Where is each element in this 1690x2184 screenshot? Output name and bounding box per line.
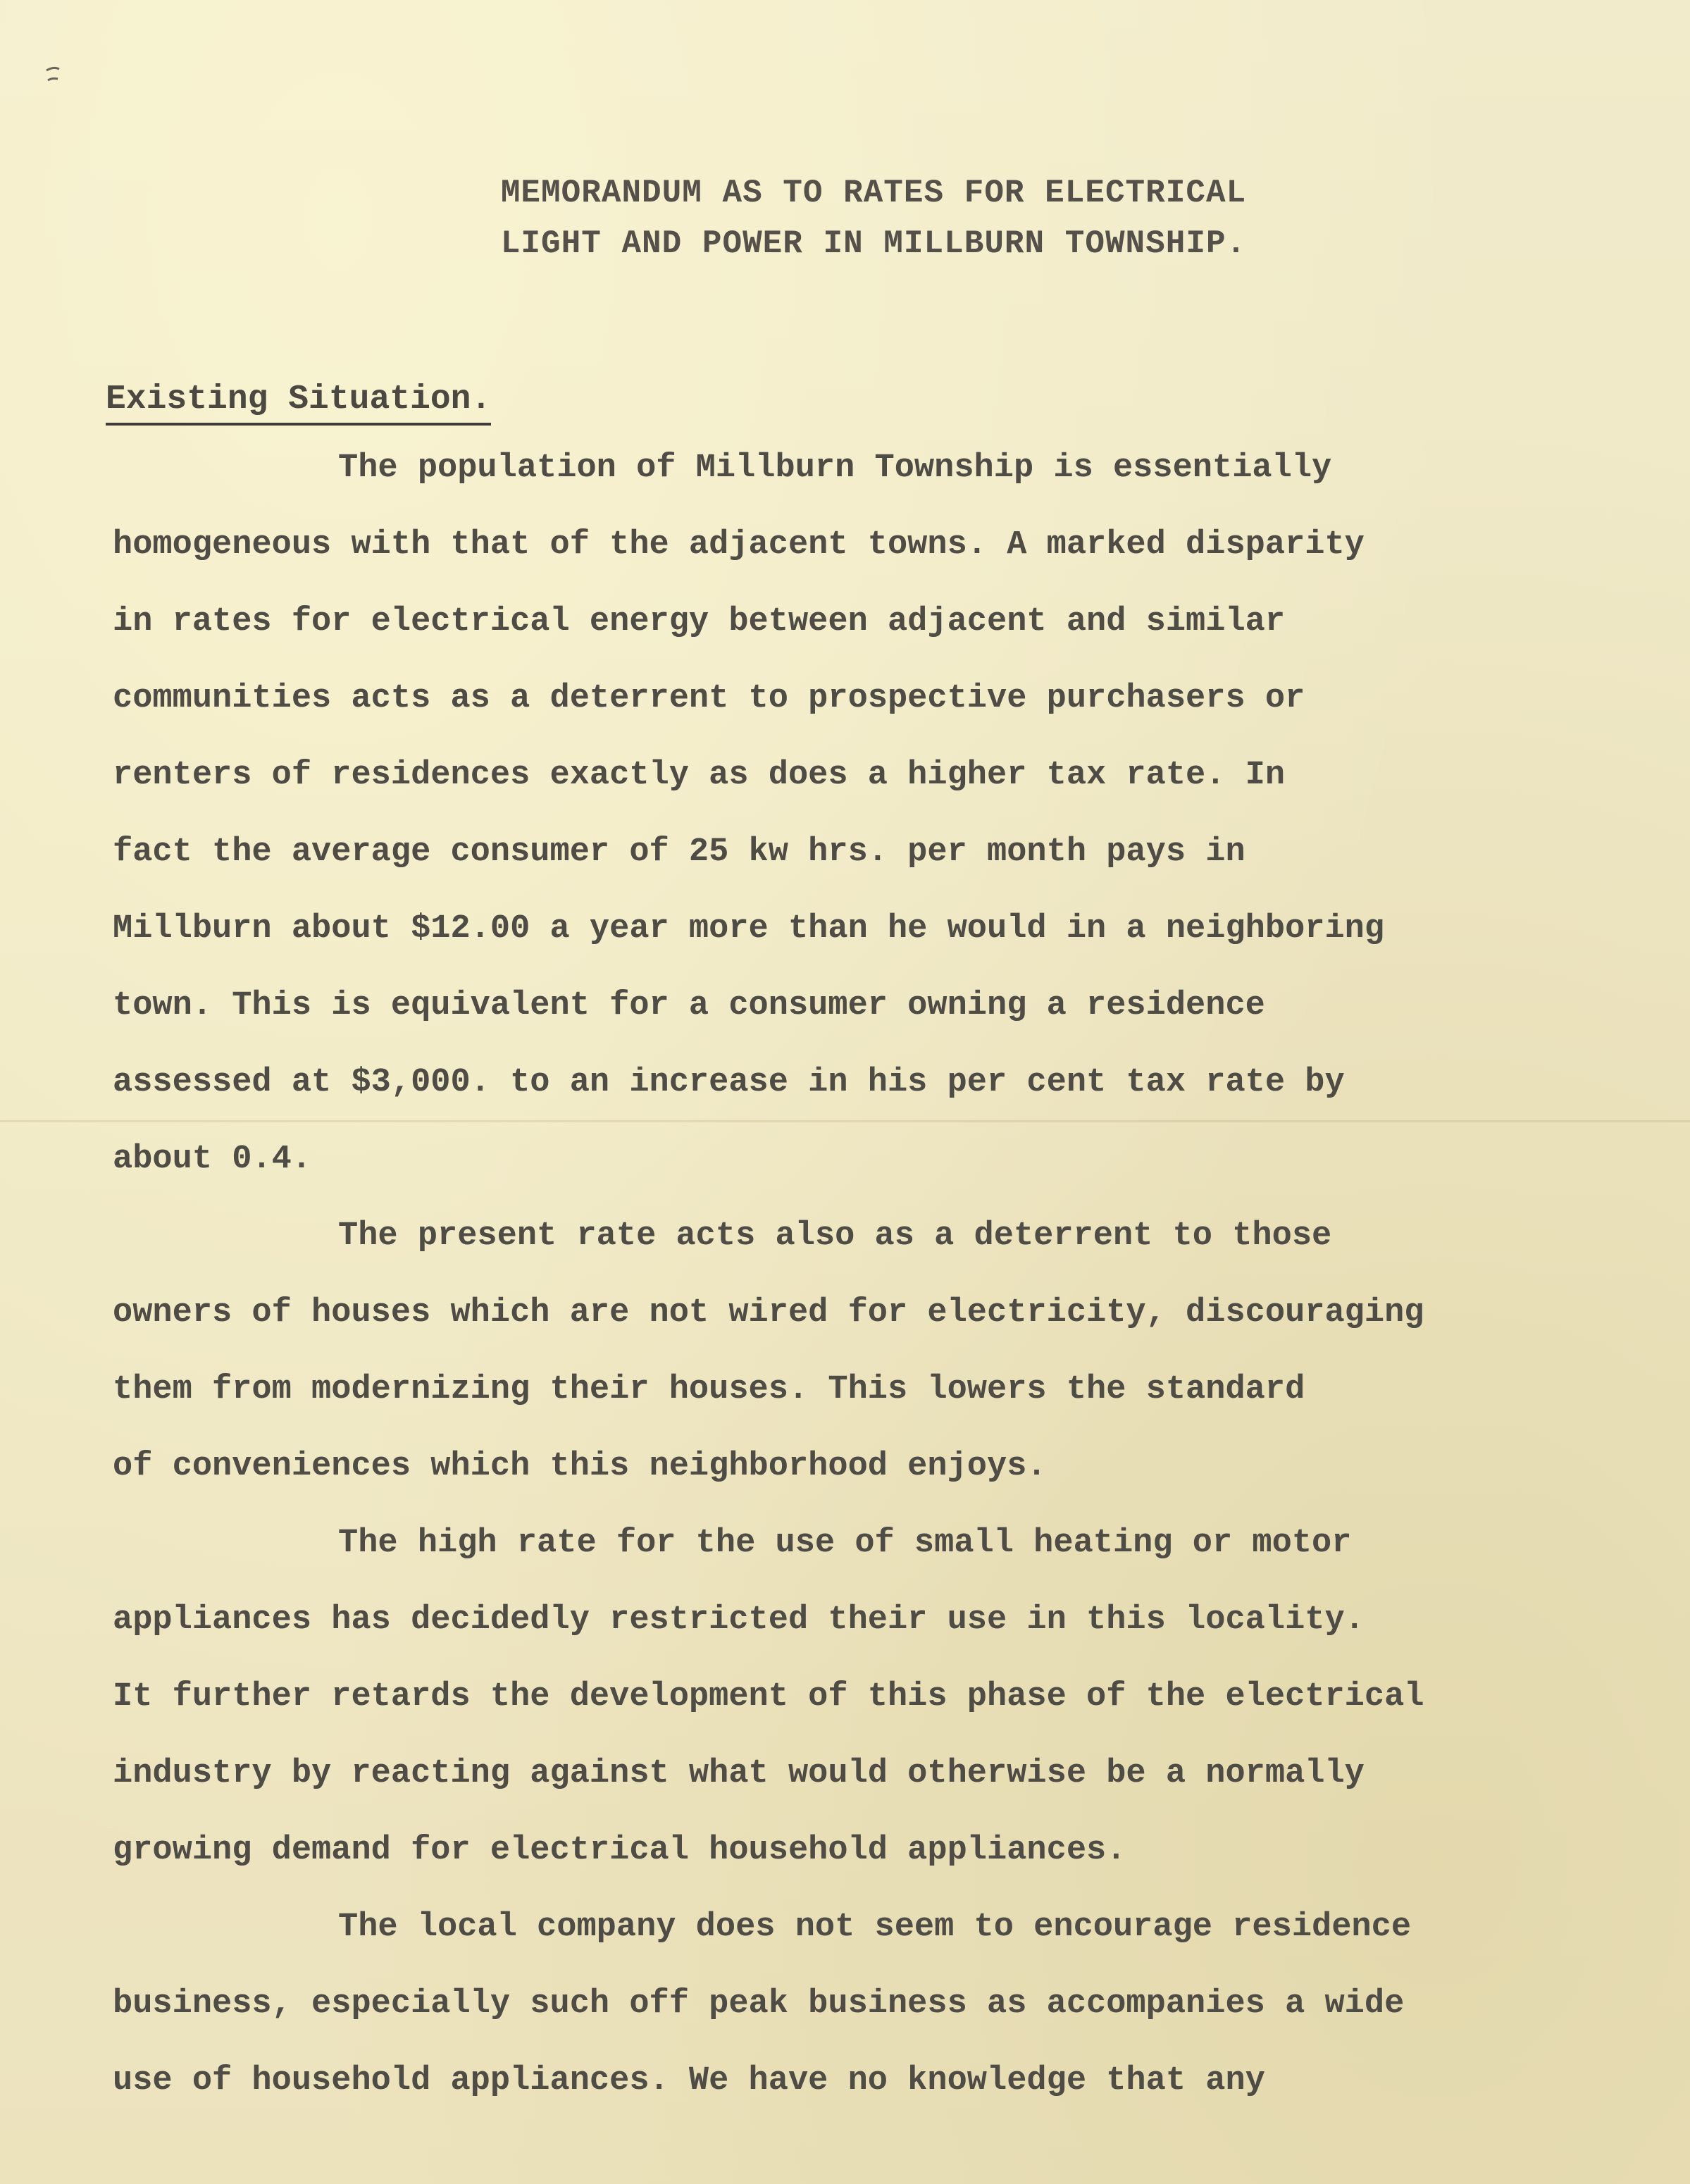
paragraph-line: It further retards the development of this phase of the electrical	[113, 1678, 1424, 1715]
memo-title-line-1: MEMORANDUM AS TO RATES FOR ELECTRICAL	[500, 175, 1247, 211]
paragraph-line: The high rate for the use of small heating or motor	[338, 1525, 1352, 1562]
paragraph-high-rate	[113, 1505, 1648, 1889]
paragraph-present-rate	[113, 1198, 1648, 1505]
paragraph-line: fact the average consumer of 25 kw hrs. per month pays in	[113, 833, 1245, 871]
paragraph-line: growing demand for electrical household appliances.	[113, 1832, 1126, 1869]
paragraph-line: of conveniences which this neighborhood enjoys.	[113, 1448, 1047, 1485]
paragraph-line: them from modernizing their houses. This lowers the standard	[113, 1371, 1305, 1408]
pencil-mark-icon	[44, 65, 66, 86]
paragraph-line: The population of Millburn Township is essentially	[338, 449, 1332, 487]
paragraph-population	[113, 430, 1648, 1198]
paragraph-line: The present rate acts also as a deterrent to those	[338, 1217, 1332, 1255]
paragraph-line: The local company does not seem to encourage residence	[338, 1909, 1412, 1946]
paragraph-line: town. This is equivalent for a consumer owning a residence	[113, 987, 1265, 1024]
paragraph-line: Millburn about $12.00 a year more than he would in a neighboring	[113, 910, 1385, 948]
paragraph-line: homogeneous with that of the adjacent towns. A marked disparity	[113, 526, 1365, 564]
memo-title	[380, 168, 1367, 269]
paragraph-line: owners of houses which are not wired for electricity, discouraging	[113, 1294, 1424, 1332]
paragraph-line: industry by reacting against what would otherwise be a normally	[113, 1755, 1365, 1792]
memo-title-line-2: LIGHT AND POWER IN MILLBURN TOWNSHIP.	[500, 225, 1247, 262]
paragraph-line: appliances has decidedly restricted their use in this locality.	[113, 1601, 1365, 1639]
paragraph-line: about 0.4.	[113, 1141, 312, 1178]
section-heading: Existing Situation.	[106, 380, 491, 426]
paragraph-line: in rates for electrical energy between adjacent and similar	[113, 603, 1286, 640]
memo-body	[113, 430, 1648, 2119]
paragraph-line: use of household appliances. We have no knowledge that any	[113, 2062, 1265, 2099]
paragraph-line: business, especially such off peak business as accompanies a wide	[113, 1985, 1405, 2023]
paragraph-local-company	[113, 1889, 1648, 2119]
paragraph-line: assessed at $3,000. to an increase in his per cent tax rate by	[113, 1064, 1345, 1101]
paragraph-line: renters of residences exactly as does a higher tax rate. In	[113, 757, 1286, 794]
paragraph-line: communities acts as a deterrent to prospective purchasers or	[113, 680, 1305, 717]
